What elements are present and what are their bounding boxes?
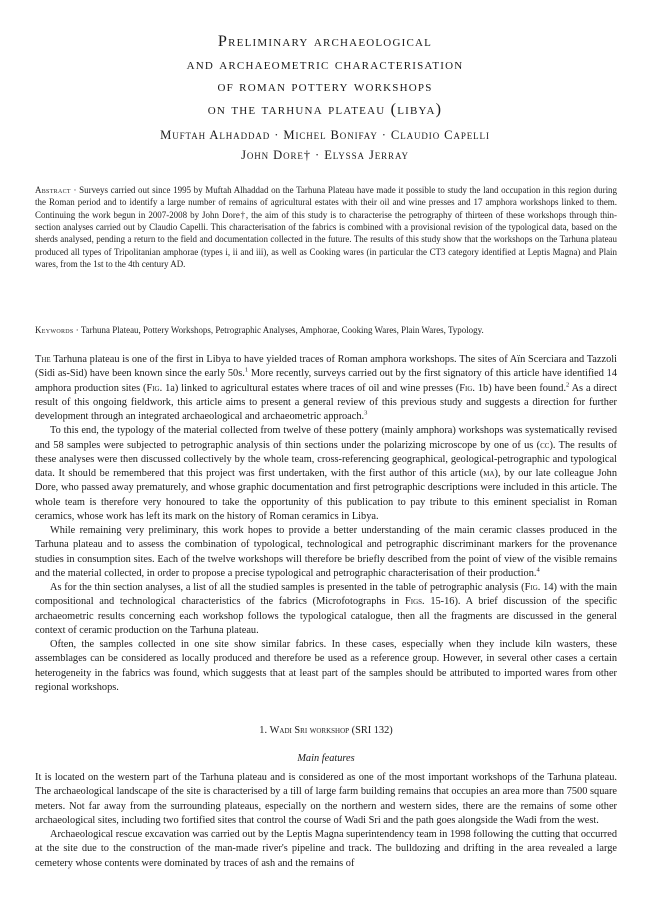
lead-word: The [35, 354, 51, 365]
text-run: 15-16). A brief discussion of the specific archaeometric results concerning each workshop follows the typological catalogue, then all the fragments are discussed in the general context of ceramic production on the Tarhuna plateau. [35, 596, 617, 636]
body-paragraph: It is located on the western part of the Tarhuna plateau and is considered as one of the most important workshops of the Tarhuna plateau. The archaeological landscape of the site is characterised by a till of large farm building remains that occupies an area more than 7500 square meters. Not far away from the surrounding plateaus, especially on the northern and western sides, there are the remains of some other archaeological sites, including two fortified sites that control the course of Wadi Sri and the path goes alongside the Wadi from the west. [35, 772, 617, 826]
text-run: 14) with the main compositional and technological characteristics of the fabrics (Microfotographs in [35, 582, 617, 608]
title-line: and archaeometric characterisation [186, 54, 464, 73]
abstract-label: Abstract [35, 185, 71, 195]
author-line: Muftah Alhaddad · Michel Bonifay · Claudio Capelli [160, 128, 490, 142]
keywords-label: Keywords [35, 325, 74, 335]
body-paragraph [35, 353, 617, 424]
paper-title [60, 30, 590, 120]
text-run: Tarhuna plateau is one of the first in Libya to have yielded traces of Roman amphora workshops. The sites of Aïn Scerciara and Tazzoli (Sidi as-Sid) have been known since the early 50s. [35, 354, 617, 380]
text-run: 1b) have been found. [474, 382, 567, 394]
text-run: As for the thin section analyses, a list of all the studied samples is presented in the table of petrographic analysis ( [50, 582, 525, 593]
author-initials: ma [483, 468, 495, 479]
text-run: As a direct result of this ongoing fieldwork, this article aims to present a general review of this previous study and suggests a direction for further development through an integrated archaeological and archaeometric approach. [35, 382, 617, 422]
body-paragraph: Archaeological rescue excavation was carried out by the Leptis Magna superintendency team in 1998 following the cutting that occurred at the site due to the construction of the man-made river's pipeline and track. The bulldozing and drifting in the area revealed a large cemetery whose contents were dominated by traces of ash and the remains of [35, 829, 617, 869]
text-run: 1a) linked to agricultural estates where traces of oil and wine presses ( [162, 382, 460, 394]
author-initials: cc [540, 439, 550, 451]
section-number: 1. [259, 725, 268, 736]
footnote-marker[interactable]: 1 [244, 366, 249, 374]
title-line: Preliminary archaeological [217, 32, 433, 50]
footnote-marker[interactable]: 3 [364, 409, 368, 417]
figure-reference: Fig. [524, 582, 541, 593]
section-body [35, 771, 617, 871]
footnote-marker[interactable]: 2 [566, 381, 570, 389]
text-run: More recently, surveys carried out by the first signatory of this article have identified 14 amphora production sites ( [35, 368, 617, 394]
title-line: of roman pottery workshops [217, 77, 433, 95]
body-paragraph [35, 581, 617, 638]
text-run: ). The results of these analyses were then discussed collectively by the whole team, cross-referencing geographical, geological-petrographic and typological data. It should be remembered that this project was first undertaken, with the first author of this article ( [35, 439, 617, 479]
abstract [35, 184, 617, 270]
body-paragraph [35, 524, 617, 581]
section-code: (SRI 132) [349, 725, 393, 736]
section-title: Wadi Sri workshop [269, 725, 350, 736]
figure-reference: Figs. [405, 596, 425, 608]
body-paragraph [35, 424, 617, 524]
keywords-text: · Tarhuna Plateau, Pottery Workshops, Petrographic Analyses, Amphorae, Cooking Wares, Plain Wares, Typology. [73, 325, 484, 335]
author-line: John Dore† · Elyssa Jerray [241, 148, 409, 162]
body-paragraph [35, 638, 617, 695]
subsection-heading: Main features [297, 753, 355, 764]
introduction-body [35, 353, 617, 695]
footnote-marker[interactable]: 4 [536, 566, 540, 574]
text-run: ), by our late colleague John Dore, who passed away prematurely, and whose graphic documentation and first petrographic descriptions were included in this article. The whole team is therefore very honoured to take the opportunity of this publication to pay tribute to this eminent specialist in Roman ceramics, whose work has left its mark on the history of Roman ceramics in Libya. [35, 468, 617, 522]
title-line: on the tarhuna plateau (libya) [207, 99, 443, 118]
figure-reference: Fig. [146, 382, 163, 394]
figure-reference: Fig. [459, 382, 475, 394]
text-run: Often, the samples collected in one site show similar fabrics. In these cases, especially when they include kiln wasters, these assemblages can be considered as locally produced and therefore be used as a reference group. However, in several other cases a certain heterogeneity in the fabrics was found, which suggests that at least part of the samples should be attributed to imported wares from other regional workshops. [35, 639, 617, 693]
text-run: While remaining very preliminary, this work hopes to provide a better understanding of the main ceramic classes produced in the Tarhuna plateau and to assess the combination of typological, technological and petrographic discriminant markers for the provenance studies in consumption sites. Each of the twelve workshops will therefore be briefly described from the point of view of the visible remains and the material collected, in order to propose a precise typological and petrographic characterisation of their production. [35, 525, 617, 579]
author-list [60, 125, 590, 165]
text-run: To this end, the typology of the material collected from twelve of these pottery (mainly amphora) workshops was systematically revised and 58 samples were subjected to petrographic analysis of thin sections under the polarizing microscope by one of us ( [35, 425, 617, 451]
section-heading [35, 724, 617, 738]
keywords [35, 324, 617, 336]
abstract-text: · Surveys carried out since 1995 by Muftah Alhaddad on the Tarhuna Plateau have made it possible to study the land occupation in this region during the Roman period and to identify a large number of remains of agricultural estates with their oil and wine presses and 17 amphora workshops linked to them. Continuing the work begun in 2007-2008 by John Dore†, the aim of this study is to characterise the petrography of thirteen of these workshops through thin-section analyses carried out by Claudio Capelli. This characterisation of the fabrics is combined with a provisional revision of the typological data, based on the sherds analysed, pending a return to the field and documentation collected in the future. The results of this study show that the workshops on the Tarhuna plateau produced all types of Tripolitanian amphorae (types i, ii and iii), as well as Cooking wares (in particular the CT3 category identified at Leptis Magna) and Plain wares, from the 1st to the 4th century AD. [35, 185, 617, 270]
